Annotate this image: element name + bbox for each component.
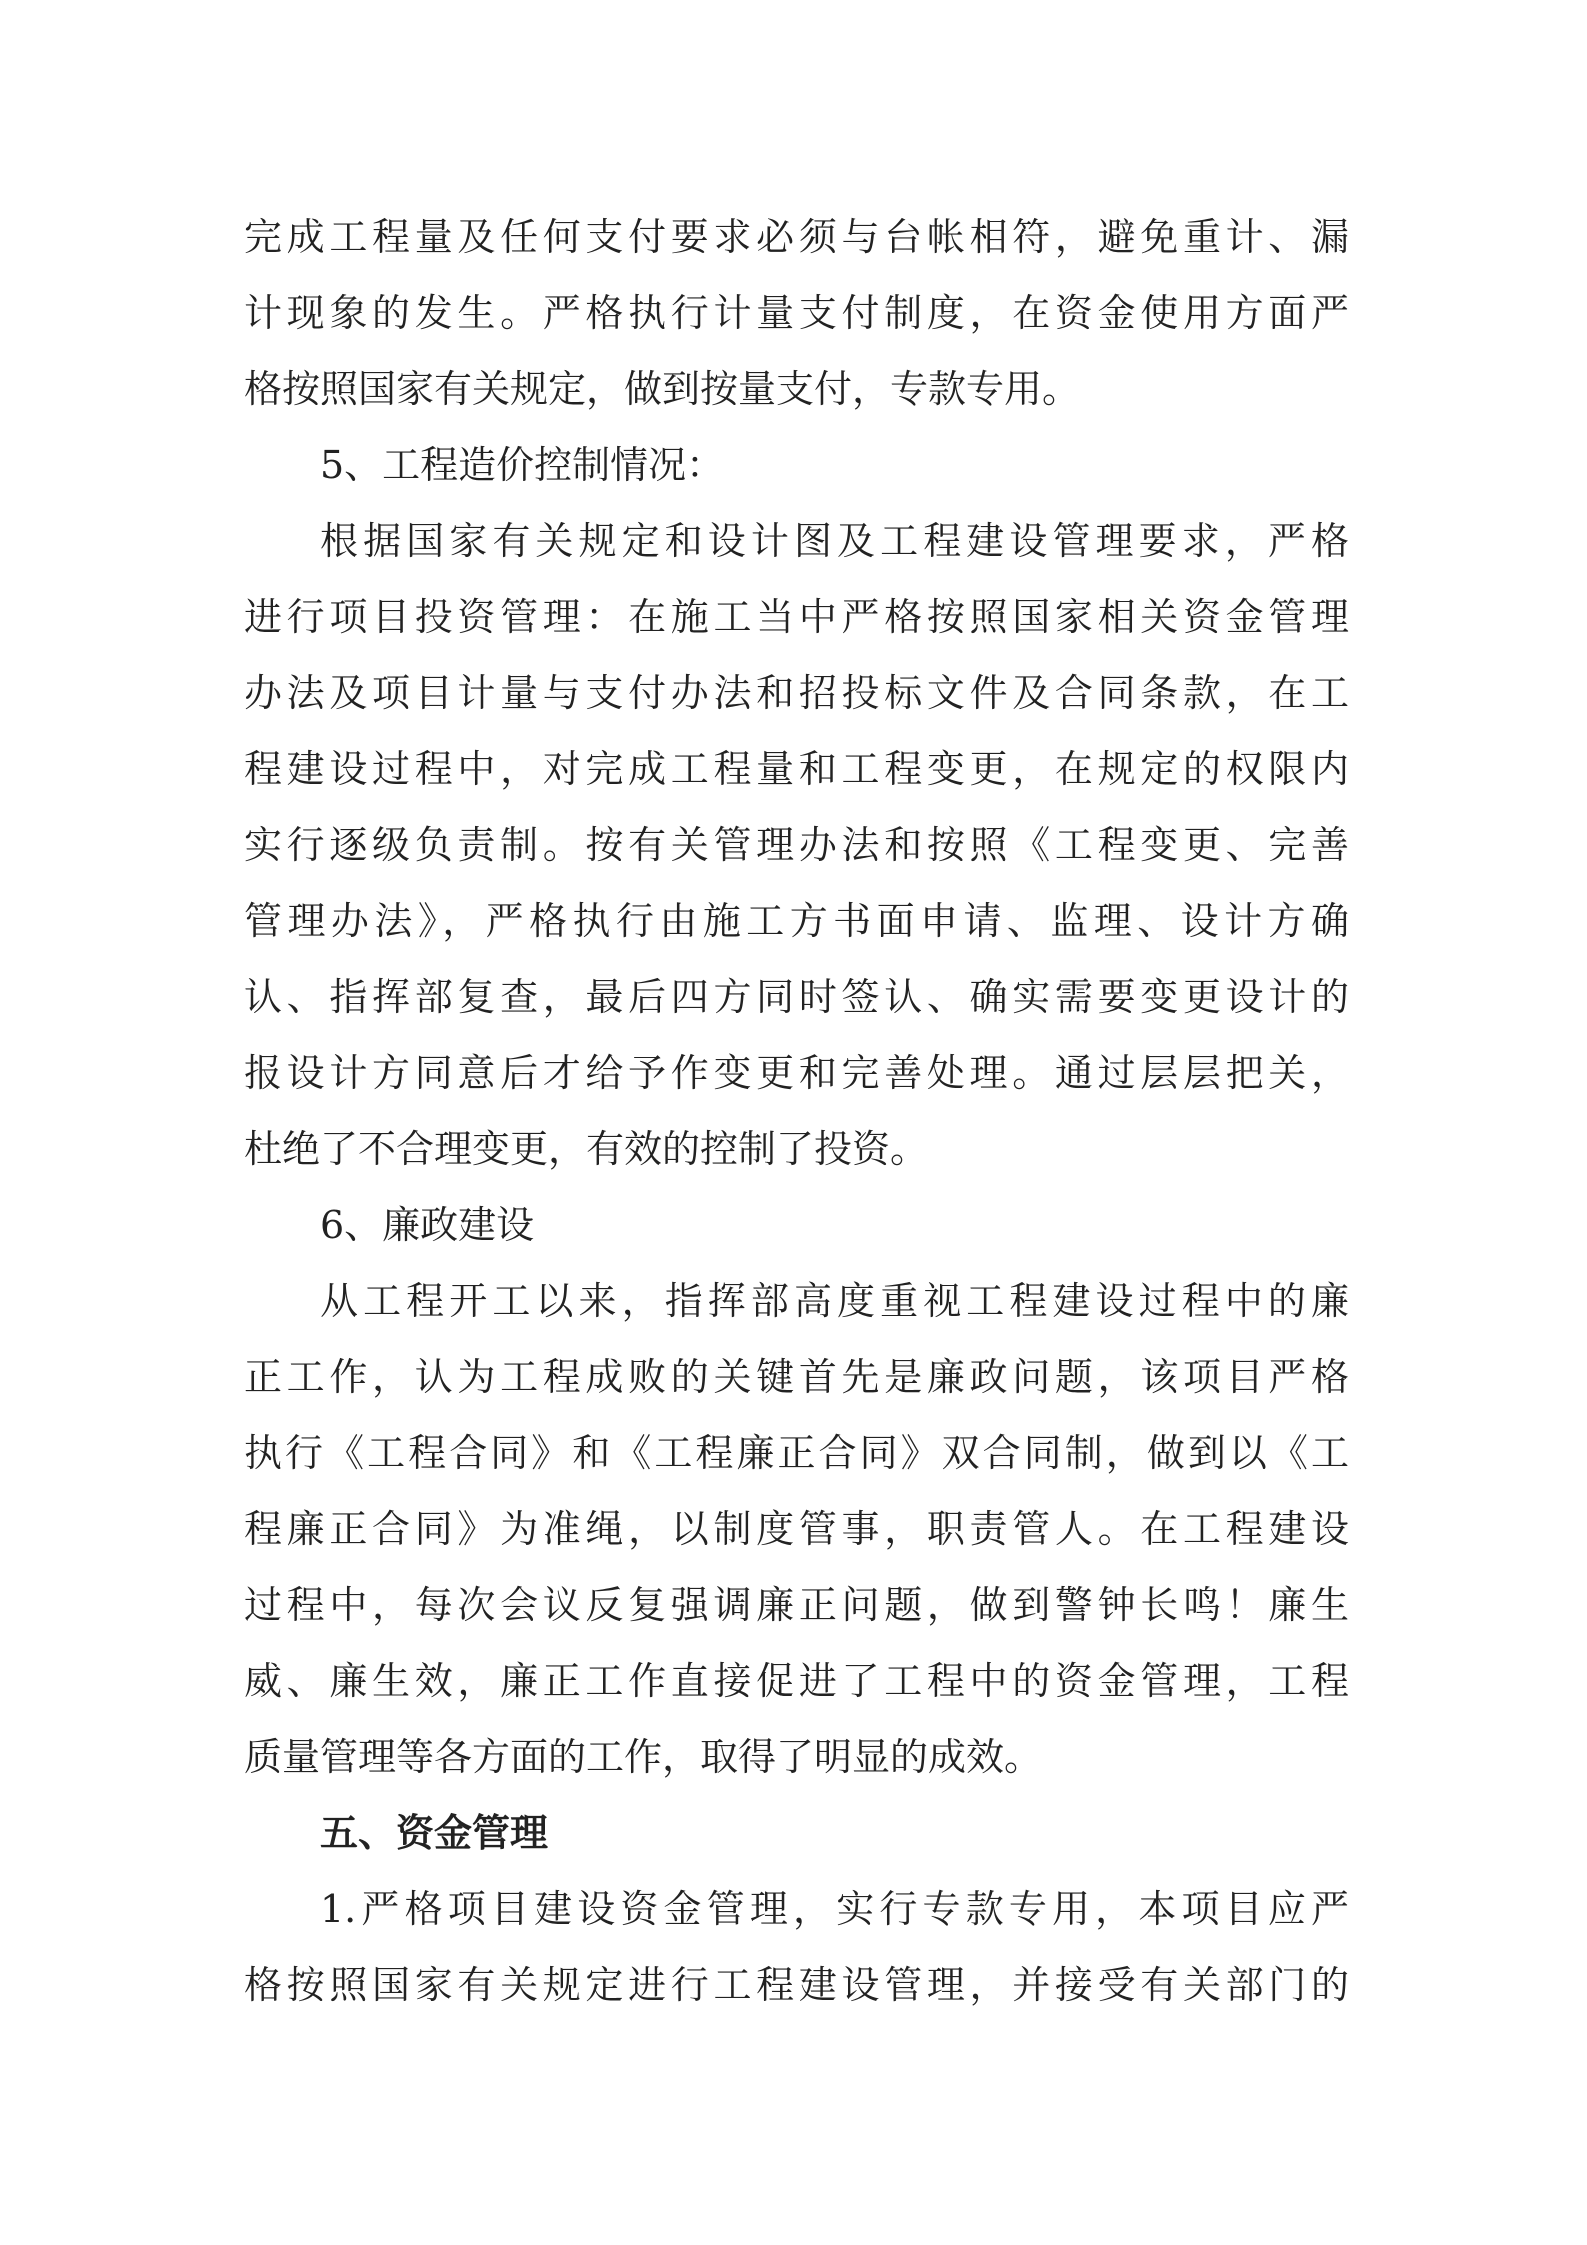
paragraph-line: 格按照国家有关规定进行工程建设管理，并接受有关部门的 <box>244 1963 1349 2007</box>
paragraph-line: 计现象的发生。严格执行计量支付制度，在资金使用方面严 <box>244 291 1349 335</box>
paragraph-line: 执行《工程合同》和《工程廉正合同》双合同制，做到以《工 <box>244 1431 1349 1475</box>
document-body <box>244 199 1349 2023</box>
paragraph-line: 威、廉生效，廉正工作直接促进了工程中的资金管理，工程 <box>244 1659 1349 1703</box>
section-heading: 6、廉政建设 <box>320 1203 535 1247</box>
paragraph-line: 办法及项目计量与支付办法和招投标文件及合同条款，在工 <box>244 671 1349 715</box>
paragraph-line: 质量管理等各方面的工作，取得了明显的成效。 <box>244 1735 1043 1779</box>
section-heading: 5、工程造价控制情况： <box>320 443 725 487</box>
paragraph-line: 格按照国家有关规定，做到按量支付，专款专用。 <box>244 367 1081 411</box>
paragraph-line: 杜绝了不合理变更，有效的控制了投资。 <box>244 1127 929 1171</box>
paragraph-line: 从工程开工以来，指挥部高度重视工程建设过程中的廉 <box>320 1279 1349 1323</box>
paragraph-line: 正工作，认为工程成败的关键首先是廉政问题，该项目严格 <box>244 1355 1349 1399</box>
paragraph-line: 程建设过程中，对完成工程量和工程变更，在规定的权限内 <box>244 747 1349 791</box>
paragraph-line: 进行项目投资管理：在施工当中严格按照国家相关资金管理 <box>244 595 1349 639</box>
paragraph-line: 程廉正合同》为准绳，以制度管事，职责管人。在工程建设 <box>244 1507 1349 1551</box>
paragraph-line: 根据国家有关规定和设计图及工程建设管理要求，严格 <box>320 519 1349 563</box>
paragraph-line: 1.严格项目建设资金管理，实行专款专用，本项目应严 <box>320 1887 1349 1931</box>
chapter-heading: 五、资金管理 <box>320 1810 549 1855</box>
paragraph-line: 实行逐级负责制。按有关管理办法和按照《工程变更、完善 <box>244 823 1349 867</box>
paragraph-line: 认、指挥部复查，最后四方同时签认、确实需要变更设计的 <box>244 975 1349 1019</box>
paragraph-line: 完成工程量及任何支付要求必须与台帐相符，避免重计、漏 <box>244 215 1349 259</box>
paragraph-line: 报设计方同意后才给予作变更和完善处理。通过层层把关， <box>244 1051 1349 1095</box>
paragraph-line: 过程中，每次会议反复强调廉正问题，做到警钟长鸣！廉生 <box>244 1583 1349 1627</box>
paragraph-line: 管理办法》，严格执行由施工方书面申请、监理、设计方确 <box>244 899 1349 943</box>
